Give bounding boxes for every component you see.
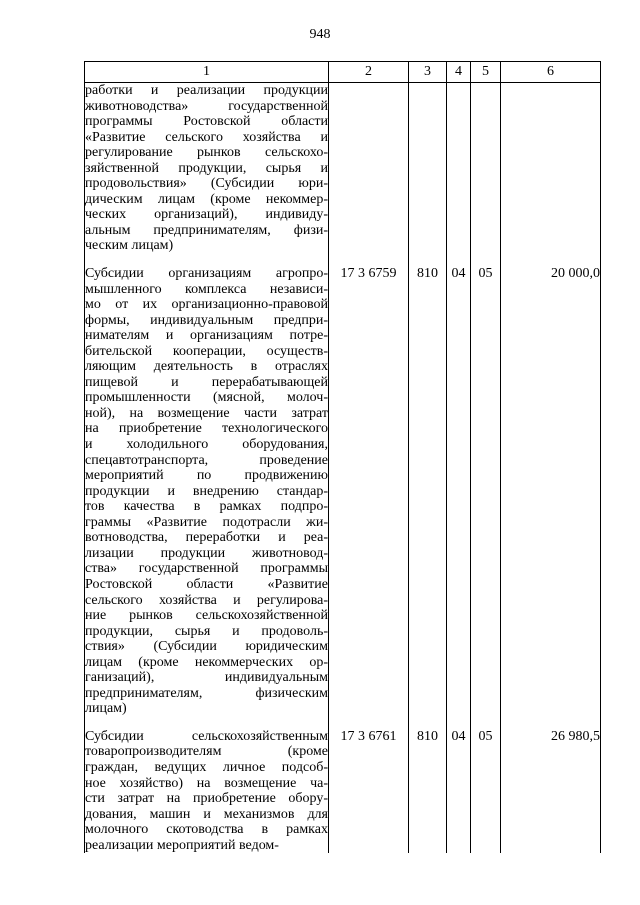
header-col-2: 2	[329, 62, 409, 83]
row-expense-type: 810	[409, 266, 447, 717]
spacer-cell	[329, 254, 409, 266]
description-line: лицам)	[85, 701, 127, 717]
description-line: дования, машин и механизмов для	[85, 806, 328, 822]
description-line: спецавтотранспорта, проведение	[85, 452, 328, 468]
row-subsection	[471, 83, 501, 255]
row-section	[447, 83, 471, 255]
description-line: животноводства» государственной	[85, 98, 328, 114]
row-description	[85, 83, 329, 255]
spacer-cell	[85, 717, 329, 729]
description-line: дическим лицам (кроме некоммер-	[85, 191, 328, 207]
row-amount: 26 980,5	[501, 729, 601, 853]
row-expense-type: 810	[409, 729, 447, 853]
description-line: нимателям и организациям потре-	[85, 328, 328, 344]
spacer-cell	[409, 254, 447, 266]
budget-table	[84, 61, 601, 853]
description-line: и холодильного оборудования,	[85, 437, 328, 453]
description-line: ляющим деятельность в отраслях	[85, 359, 328, 375]
description-line: бительской кооперации, осуществ-	[85, 343, 328, 359]
row-expense-type	[409, 83, 447, 255]
description-line: «Развитие сельского хозяйства и	[85, 129, 328, 145]
description-line: программы Ростовской области	[85, 114, 328, 130]
description-line: пищевой и перерабатывающей	[85, 374, 328, 390]
description-line: мо от их организационно-правовой	[85, 297, 328, 313]
header-col-6: 6	[501, 62, 601, 83]
description-line: вотноводства, переработки и реа-	[85, 530, 328, 546]
description-line: Ростовской области «Развитие	[85, 576, 328, 592]
description-line: мышленного комплекса независи-	[85, 281, 328, 297]
spacer-cell	[447, 254, 471, 266]
row-description	[85, 729, 329, 853]
description-line: зяйственной продукции, сырья и	[85, 160, 328, 176]
description-line: ние рынков сельскохозяйственной	[85, 608, 328, 624]
description-line: лизации продукции животновод-	[85, 545, 328, 561]
table-row	[85, 83, 601, 255]
row-amount	[501, 83, 601, 255]
description-line: мероприятий по продвижению	[85, 468, 328, 484]
description-line: предпринимателям, физическим	[85, 685, 328, 701]
description-line: продукции, сырья и продоволь-	[85, 623, 328, 639]
description-line: продовольствия» (Субсидии юри-	[85, 176, 328, 192]
description-line: товаропроизводителям (кроме	[85, 744, 328, 760]
description-line: на приобретение технологического	[85, 421, 328, 437]
description-line: ное хозяйство) на возмещение ча-	[85, 775, 328, 791]
header-col-3: 3	[409, 62, 447, 83]
description-line: Субсидии сельскохозяйственным	[85, 728, 328, 744]
description-line: альным предпринимателям, физи-	[85, 222, 328, 238]
spacer-cell	[329, 717, 409, 729]
description-line: ства» государственной программы	[85, 561, 328, 577]
spacer-cell	[447, 717, 471, 729]
description-line: промышленности (мясной, молоч-	[85, 390, 328, 406]
row-amount: 20 000,0	[501, 266, 601, 717]
row-spacer	[85, 254, 601, 266]
description-line: ческих организаций), индивиду-	[85, 207, 328, 223]
description-line: лицам (кроме некоммерческих ор-	[85, 654, 328, 670]
description-line: граммы «Развитие подотрасли жи-	[85, 514, 328, 530]
spacer-cell	[85, 254, 329, 266]
description-line: ствия» (Субсидии юридическим	[85, 639, 328, 655]
description-line: ганизаций), индивидуальным	[85, 670, 328, 686]
row-section: 04	[447, 729, 471, 853]
spacer-cell	[501, 254, 601, 266]
description-line: регулирование рынков сельскохо-	[85, 145, 328, 161]
description-line: молочного скотоводства в рамках	[85, 822, 328, 838]
table-body	[85, 83, 601, 854]
spacer-cell	[409, 717, 447, 729]
description-line: продукции и внедрению стандар-	[85, 483, 328, 499]
description-line: реализации мероприятий ведом-	[85, 837, 279, 853]
table-row	[85, 266, 601, 717]
header-col-1: 1	[85, 62, 329, 83]
row-subsection: 05	[471, 266, 501, 717]
row-section: 04	[447, 266, 471, 717]
row-spacer	[85, 717, 601, 729]
header-col-5: 5	[471, 62, 501, 83]
header-row	[85, 62, 601, 83]
description-line: ной), на возмещение части затрат	[85, 405, 328, 421]
header-col-4: 4	[447, 62, 471, 83]
description-line: тов качества в рамках подпро-	[85, 499, 328, 515]
row-description	[85, 266, 329, 717]
spacer-cell	[501, 717, 601, 729]
description-line: Субсидии организациям агропро-	[85, 266, 328, 282]
row-target-code	[329, 83, 409, 255]
description-line: граждан, ведущих личное подсоб-	[85, 759, 328, 775]
description-line: формы, индивидуальным предпри-	[85, 312, 328, 328]
spacer-cell	[471, 254, 501, 266]
table-row	[85, 729, 601, 853]
row-subsection: 05	[471, 729, 501, 853]
description-line: сти затрат на приобретение обору-	[85, 791, 328, 807]
row-target-code: 17 3 6759	[329, 266, 409, 717]
description-line: ческим лицам)	[85, 238, 174, 254]
page-number: 948	[309, 27, 331, 42]
description-line: сельского хозяйства и регулирова-	[85, 592, 328, 608]
description-line: работки и реализации продукции	[85, 83, 328, 98]
row-target-code: 17 3 6761	[329, 729, 409, 853]
spacer-cell	[471, 717, 501, 729]
